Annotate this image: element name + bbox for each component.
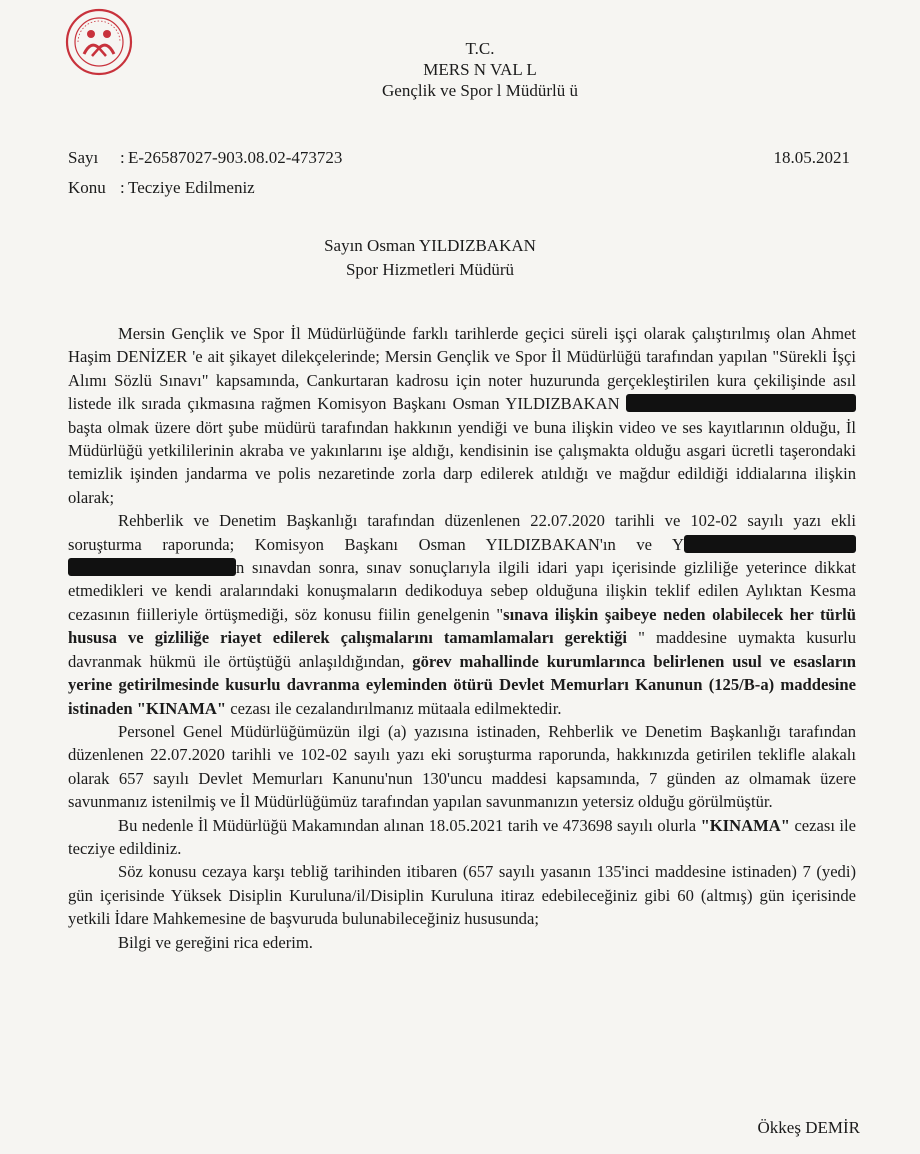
konu-value: Tecziye Edilmeniz xyxy=(128,178,255,197)
konu-row xyxy=(68,178,255,198)
addressee-title: Spor Hizmetleri Müdürü xyxy=(345,260,515,279)
paragraph-1: Mersin Gençlik ve Spor İl Müdürlüğünde farklı tarihlerde geçici süreli işçi olarak çalıştırılmış olan Ahmet Haşim DENİZER 'e ait şikayet dilekçelerinde; Mersin Gençlik ve Spor İl Müdürlüğü tarafından yapılan "Sürekli İşçi Alımı Sözlü Sınavı" kapsamında, Cankurtaran kadrosu için noter huzurunda gerçekleştirilen kura çekilişinde asıl listede ilk sırada çıkmasına rağmen Komisyon Başkanı Osman YILDIZBAKAN başta olmak üzere dört şube müdürü tarafından hakkının yendiği ve buna ilişkin video ve ses kayıtlarının olduğu, İl Müdürlüğü yetkililerinin akraba ve yakınlarını işe aldığı, kendisinin ise çalışmakta olduğu asgari ücretli taşerondaki temizlik işinden jandarma ve polis nezaretinde zorla darp edilerek atıldığı ve mağdur edildiği iddialarına ilişkin olarak; xyxy=(68,324,856,507)
sayi-colon: : xyxy=(120,148,125,167)
addressee-name: Sayın Osman YILDIZBAKAN xyxy=(324,236,536,255)
konu-colon: : xyxy=(120,178,125,197)
paragraph-6: Bilgi ve gereğini rica ederim. xyxy=(118,932,313,952)
sayi-label: Sayı xyxy=(68,148,99,167)
paragraph-3: Personel Genel Müdürlüğümüzün ilgi (a) yazısına istinaden, Rehberlik ve Denetim Başkanlığı tarafından düzenlenen 22.07.2020 tarihli ve 102-02 sayılı yazı eki soruşturma raporunda, hakkınızda getirilen teklifle alakalı olarak 657 sayılı Devlet Memurları Kanunu'nun 130'uncu maddesi kapsamında, 7 günden az olmamak üzere savunmanız istenilmiş ve İl Müdürlüğümüz tarafından yapılan savunmanızın yetersiz olduğu görülmüştür. xyxy=(68,721,856,812)
redaction-bar xyxy=(626,394,856,412)
paragraph-5: Söz konusu cezaya karşı tebliğ tarihinden itibaren (657 sayılı yasanın 135'inci maddesine istinaden) 7 (yedi) gün içerisinde Yüksek Disiplin Kuruluna/il/Disiplin Kuruluna itiraz edebileceğiniz gibi 60 (altmış) gün içerisinde yetkili İdare Mahkemesine de başvuruda bulunabileceğiniz hususunda; xyxy=(68,862,856,929)
header-governorship: MERS N VAL L xyxy=(423,60,537,79)
ministry-logo-icon xyxy=(64,4,134,88)
header-tc: T.C. xyxy=(465,39,495,58)
redaction-bar xyxy=(68,558,236,576)
paragraph-4: Bu nedenle İl Müdürlüğü Makamından alınan 18.05.2021 tarih ve 473698 sayılı olurla "KINAMA" cezası ile tecziye edildiniz. xyxy=(68,815,857,858)
paragraph-2: Rehberlik ve Denetim Başkanlığı tarafından düzenlenen 22.07.2020 tarihli ve 102-02 sayılı yazı ekli soruşturma raporunda; Komisyon Başkanı Osman YILDIZBAKAN'ın ve Y n sınavdan sonra, sınav sonuçlarıyla ilgili idari yapı içerisinde gizliliğe yeterince dikkat etmedikleri ve kendi aralarındaki konuşmaların dedikoduya sebep olduğuna ilişkin teklif edilen Aylıktan Kesma cezasının fiilleriyle örtüşmediği, söz konusu fiilin genelgenin "sınava ilişkin şaibeye neden olabilecek her türlü hususa ve gizliliğe riayet edilerek çalışmalarını tamamlamaları gerektiği " maddesine uymakta kusurlu davranmak hükmü ile örtüştüğü anlaşıldığından, görev mahallinde kurumlarınca belirlenen usul ve esasların yerine getirilmesinde kusurlu davranma eyleminden ötürü Devlet Memurları Kanunun (125/B-a) maddesine istinaden "KINAMA" cezası ile cezalandırılmanız mütaala edilmektedir. xyxy=(68,511,857,718)
sayi-value: E-26587027-903.08.02-473723 xyxy=(128,148,343,167)
letter-header xyxy=(300,38,660,101)
konu-label: Konu xyxy=(68,178,106,197)
addressee-block xyxy=(200,234,660,282)
redaction-bar xyxy=(684,535,856,553)
letter-date: 18.05.2021 xyxy=(773,148,850,167)
sayi-row xyxy=(68,148,342,168)
signature-name: Ökkeş DEMİR xyxy=(757,1118,860,1137)
header-directorate: Gençlik ve Spor l Müdürlü ü xyxy=(382,81,578,100)
letter-body xyxy=(68,322,856,954)
